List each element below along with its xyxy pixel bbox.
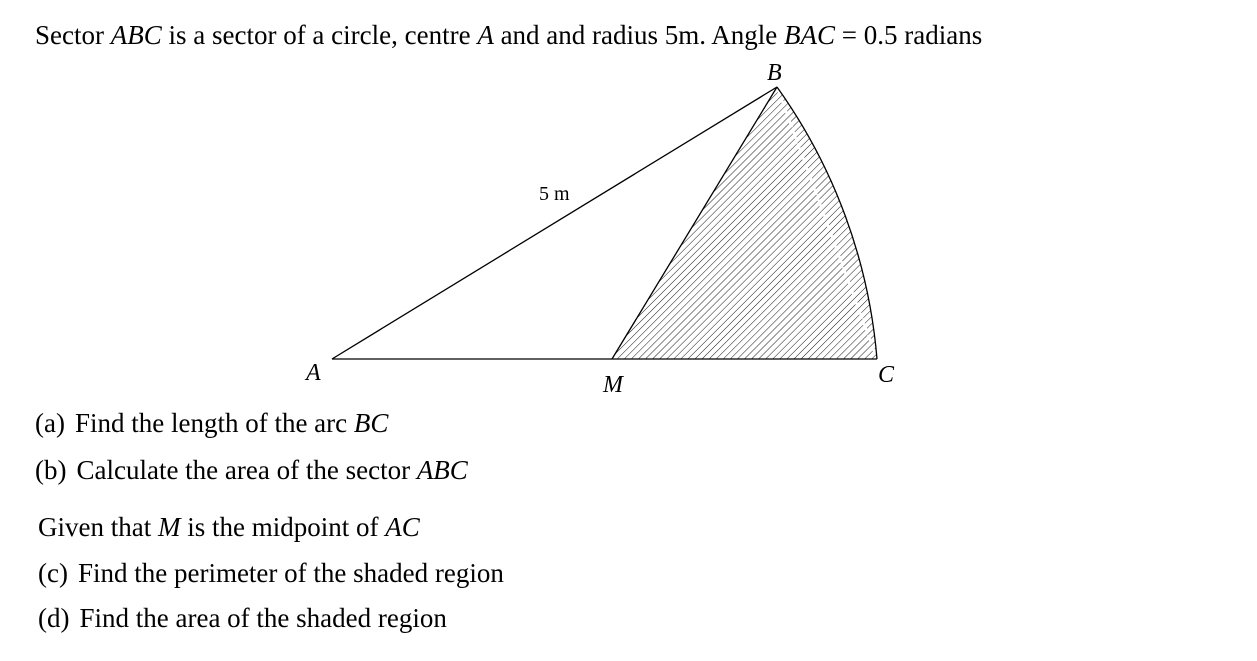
question-part-d xyxy=(38,605,447,632)
title-angle-name: BAC xyxy=(784,20,836,50)
part-b-text: Calculate the area of the sector xyxy=(76,455,417,485)
part-b-label: (b) xyxy=(35,455,67,485)
given-var-ac: AC xyxy=(385,512,420,542)
part-a-text: Find the length of the arc xyxy=(74,408,354,438)
part-d-label: (d) xyxy=(38,603,70,633)
radius-label: 5 m xyxy=(539,183,570,205)
part-c-label: (c) xyxy=(38,558,68,588)
question-part-a xyxy=(35,410,388,437)
title-sector-name: ABC xyxy=(110,20,162,50)
part-c-text: Find the perimeter of the shaded region xyxy=(77,558,504,588)
shaded-region xyxy=(612,87,877,359)
question-part-b xyxy=(35,457,468,484)
title-pre: Sector xyxy=(35,20,111,50)
part-a-label: (a) xyxy=(35,408,65,438)
label-b: B xyxy=(767,60,782,86)
given-var-m: M xyxy=(157,512,181,542)
label-a: A xyxy=(306,360,321,386)
given-statement xyxy=(38,514,420,541)
part-d-text: Find the area of the shaded region xyxy=(79,603,447,633)
title-mid2: and and radius 5m. Angle xyxy=(493,20,785,50)
label-c: C xyxy=(878,362,895,388)
question-part-c xyxy=(38,560,504,587)
given-mid: is the midpoint of xyxy=(180,512,386,542)
part-b-var: ABC xyxy=(416,455,468,485)
title-post: = 0.5 radians xyxy=(835,20,983,50)
title-centre-name: A xyxy=(477,20,494,50)
title-mid1: is a sector of a circle, centre xyxy=(161,20,478,50)
given-pre: Given that xyxy=(38,512,158,542)
part-a-var: BC xyxy=(353,408,389,438)
label-m: M xyxy=(603,372,623,398)
